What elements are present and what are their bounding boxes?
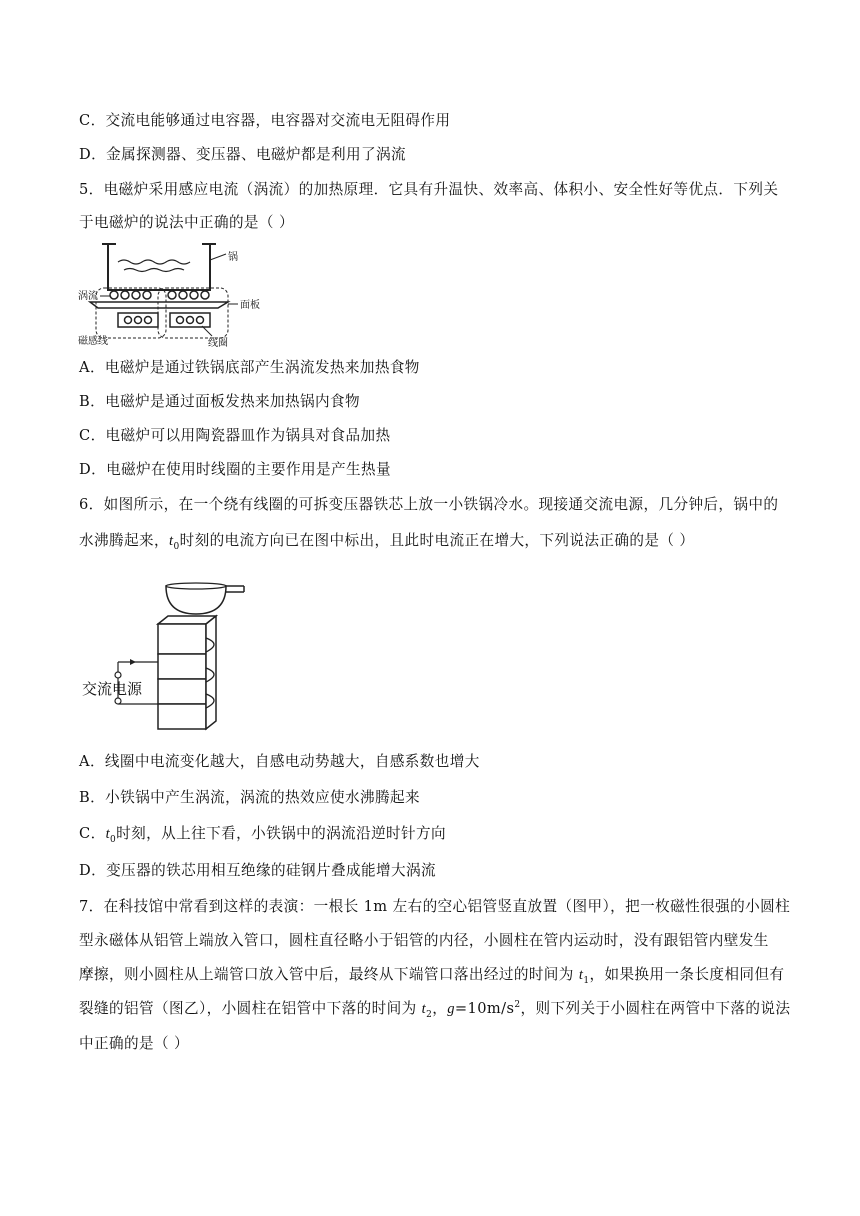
q6-stem-line2: 水沸腾起来，$t_0$时刻的电流方向已在图中标出，且此时电流正在增大，下列说法正确的是（ ）	[79, 532, 695, 552]
q5-induction-cooker-figure	[78, 240, 268, 348]
q6-stem-line1: 6．如图所示，在一个绕有线圈的可拆变压器铁芯上放一小铁锅冷水。现接通交流电源，几分钟后，锅中的	[79, 496, 779, 513]
q6-label-ac-source: 交流电源	[82, 680, 143, 698]
q5-option-c: C．电磁炉可以用陶瓷器皿作为锅具对食品加热	[79, 427, 391, 444]
q7-stem-line4: 裂缝的铝管（图乙），小圆柱在铝管中下落的时间为 $t_2$，$g=10m/s^2$，则下列关于小圆柱在两管中下落的说法	[79, 1000, 791, 1020]
q5-label-eddy: 涡流	[78, 291, 98, 302]
q7-stem-line2: 型永磁体从铝管上端放入管口，圆柱直径略小于铝管的内径，小圆柱在管内运动时，没有跟铝管内壁发生	[79, 932, 769, 949]
q5-label-pot: 锅	[228, 252, 238, 263]
q5-label-panel: 面板	[240, 300, 260, 311]
q5-stem-line2: 于电磁炉的说法中正确的是（ ）	[79, 214, 294, 231]
q4-option-c: C．交流电能够通过电容器，电容器对交流电无阻碍作用	[79, 112, 451, 129]
q5-stem-line1: 5．电磁炉采用感应电流（涡流）的加热原理．它具有升温快、效率高、体积小、安全性好等优点．下列关	[79, 181, 779, 198]
q5-option-d: D．电磁炉在使用时线圈的主要作用是产生热量	[79, 461, 391, 478]
q5-label-coil: 线圈	[208, 338, 228, 348]
q6-option-d: D．变压器的铁芯用相互绝缘的硅钢片叠成能增大涡流	[79, 862, 436, 879]
q5-option-b: B．电磁炉是通过面板发热来加热锅内食物	[79, 393, 361, 410]
q5-label-field-lines: 磁感线	[78, 336, 108, 347]
q6-option-c: C．$t_0$时刻，从上往下看，小铁锅中的涡流沿逆时针方向	[79, 825, 447, 845]
q7-stem-line1: 7．在科技馆中常看到这样的表演：一根长 1m 左右的空心铝管竖直放置（图甲），把一枚磁性很强的小圆柱	[79, 898, 791, 915]
q5-option-a: A．电磁炉是通过铁锅底部产生涡流发热来加热食物	[79, 359, 420, 376]
q6-transformer-figure	[78, 574, 268, 734]
q6-option-a: A．线圈中电流变化越大，自感电动势越大，自感系数也增大	[79, 753, 480, 770]
q7-stem-line3: 摩擦，则小圆柱从上端管口放入管中后，最终从下端管口落出经过的时间为 $t_1$，如果换用一条长度相同但有	[79, 966, 785, 986]
q4-option-d: D．金属探测器、变压器、电磁炉都是利用了涡流	[79, 146, 406, 163]
q7-stem-line5: 中正确的是（ ）	[79, 1035, 189, 1052]
q6-option-b: B．小铁锅中产生涡流，涡流的热效应使水沸腾起来	[79, 789, 420, 806]
